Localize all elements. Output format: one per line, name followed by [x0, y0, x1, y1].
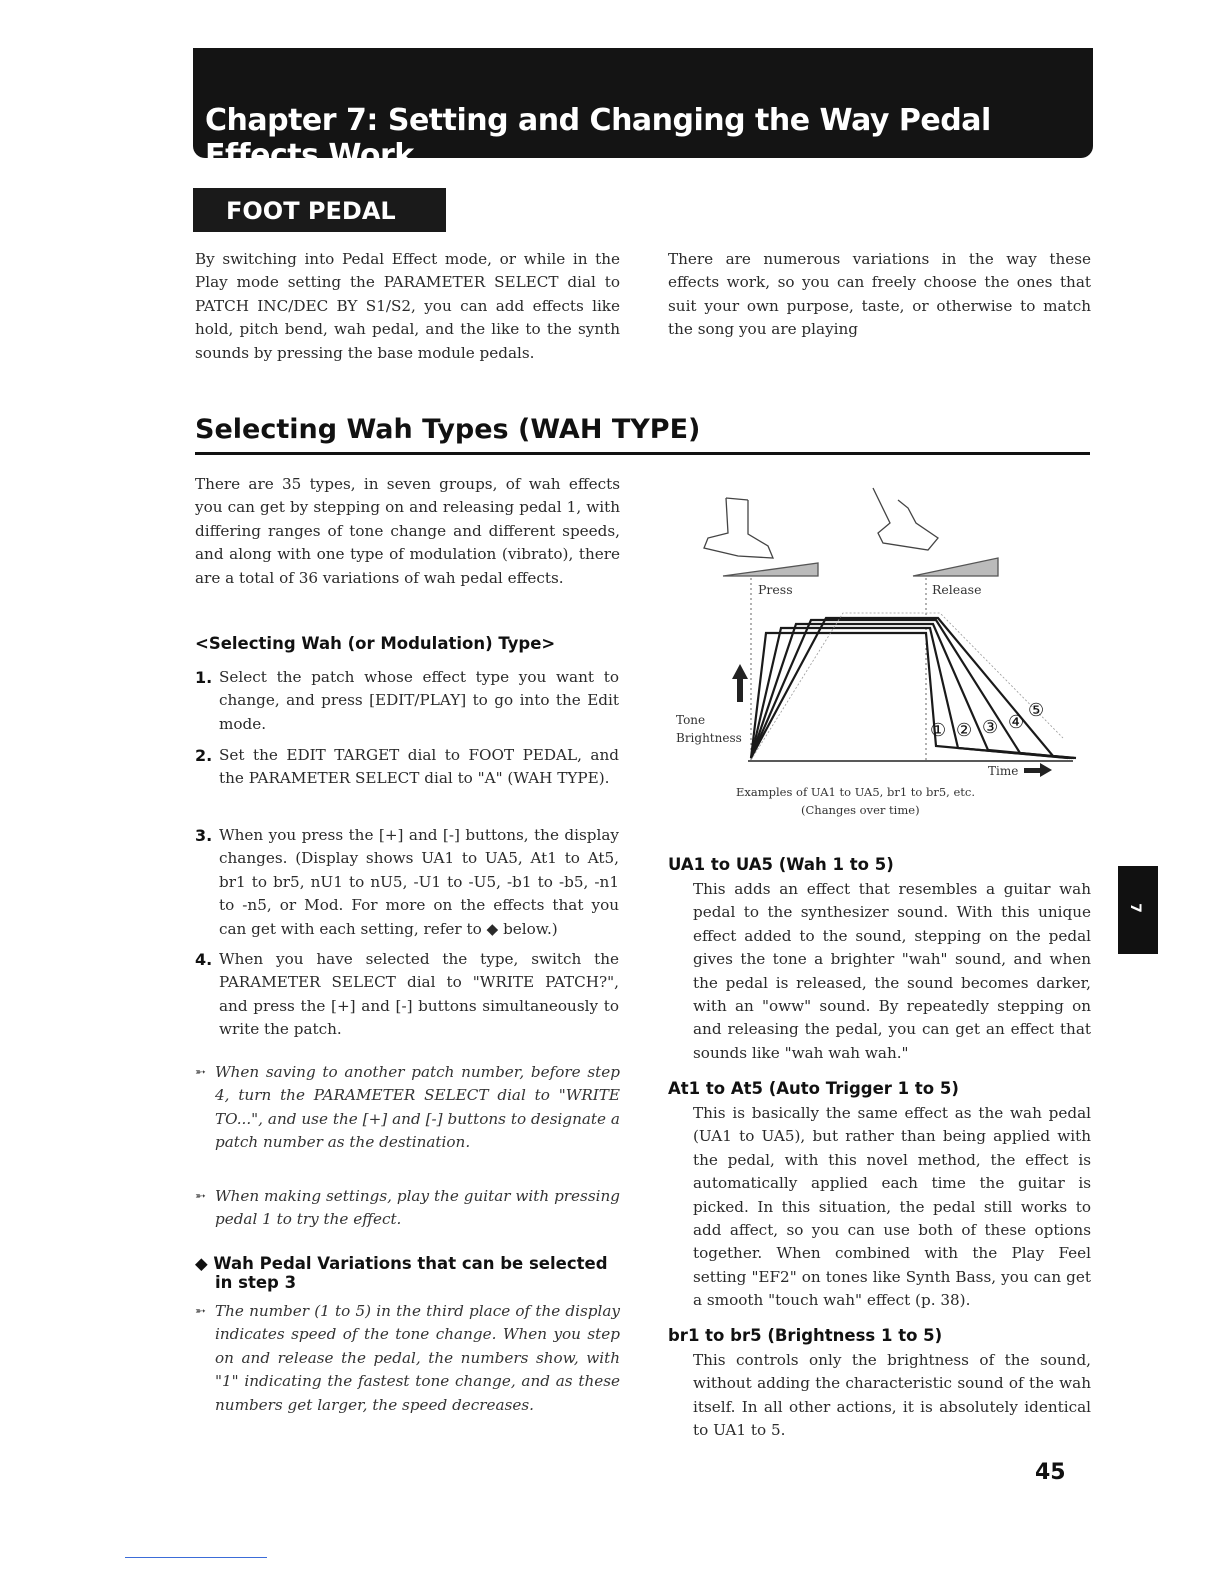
curve-number-5: ⑤	[1028, 700, 1045, 721]
step-text: Select the patch whose effect type you want to change, and press [EDIT/PLAY] to go into the Edit mode.	[219, 668, 619, 733]
x-label-time: Time	[988, 764, 1019, 778]
diagram-caption-2: (Changes over time)	[801, 803, 920, 817]
step-4	[195, 948, 619, 1042]
y-label-brightness: Brightness	[676, 731, 742, 745]
section-tag-label: FOOT PEDAL	[226, 197, 396, 225]
curve-5	[751, 618, 1076, 758]
wah-curves	[751, 618, 1076, 758]
note-text: When saving to another patch number, before step 4, turn the PARAMETER SELECT dial to "WRITE TO...", and use the [+] and [-] buttons to designate a patch number as the destination.	[215, 1063, 620, 1152]
press-label: Press	[758, 582, 793, 597]
at-heading: At1 to At5 (Auto Trigger 1 to 5)	[668, 1079, 959, 1098]
step-3	[195, 824, 619, 941]
note-arrow-icon: ➵	[195, 1189, 206, 1204]
br-text: This controls only the brightness of the sound, without adding the characteristic sound of the wah itself. In all other actions, it is absolutely identical to UA1 to 5.	[693, 1351, 1091, 1440]
ua-text: This adds an effect that resembles a guitar wah pedal to the synthesizer sound. With this unique effect added to the sound, stepping on the pedal gives the tone a brighter "wah" sound, and when the pedal is released, the sound becomes darker, with an "oww" sound. By repeatedly stepping on and releasing the pedal, you can get an effect that sounds like "wah wah wah."	[693, 880, 1091, 1062]
step-number: 2.	[195, 746, 213, 765]
brightness-dotted-curves	[751, 613, 1063, 760]
section-heading: Selecting Wah Types (WAH TYPE)	[195, 414, 701, 445]
note-arrow-icon: ➵	[195, 1304, 206, 1319]
note-text: The number (1 to 5) in the third place of the display indicates speed of the tone change. When you step on and release the pedal, the numbers show, with "1" indicating the fastest tone change, and as these numbers get larger, the speed decreases.	[215, 1302, 620, 1414]
note-text: When making settings, play the guitar with pressing pedal 1 to try the effect.	[215, 1187, 620, 1229]
variations-heading-line-2: in step 3	[215, 1273, 297, 1292]
step-text: Set the EDIT TARGET dial to FOOT PEDAL, and the PARAMETER SELECT dial to "A" (WAH TYPE).	[219, 746, 619, 788]
bottom-underline	[125, 1557, 267, 1558]
up-arrow-icon	[732, 664, 748, 702]
curve-3	[751, 624, 1072, 758]
release-label: Release	[932, 582, 982, 597]
step-number: 4.	[195, 950, 213, 969]
side-tab-label: 7	[1126, 903, 1143, 913]
chapter-side-tab	[1118, 866, 1158, 954]
chapter-banner	[193, 48, 1093, 173]
wah-diagram	[668, 478, 1098, 828]
variations-heading-line-1: ◆ Wah Pedal Variations that can be selected	[195, 1254, 608, 1273]
curve-number-3: ③	[982, 717, 999, 738]
step-1	[195, 666, 619, 736]
variations-note	[195, 1300, 620, 1417]
br-heading: br1 to br5 (Brightness 1 to 5)	[668, 1326, 943, 1345]
step-2	[195, 744, 619, 791]
diagram-caption-1: Examples of UA1 to UA5, br1 to br5, etc.	[736, 785, 976, 799]
ua-heading: UA1 to UA5 (Wah 1 to 5)	[668, 855, 894, 874]
step-text: When you have selected the type, switch the PARAMETER SELECT dial to "WRITE PATCH?", and press the [+] and [-] buttons simultaneously to write the patch.	[219, 950, 619, 1039]
note-1	[195, 1061, 620, 1155]
curve-1	[751, 633, 1068, 758]
note-arrow-icon: ➵	[195, 1065, 206, 1080]
curve-number-2: ②	[956, 720, 973, 741]
variations-heading	[195, 1254, 608, 1292]
foot-press-icon	[704, 498, 818, 576]
procedure-heading: <Selecting Wah (or Modulation) Type>	[195, 634, 556, 653]
intro-right: There are numerous variations in the way these effects work, so you can freely choose the ones that suit your own purpose, taste, or otherwise to match the song you are playing	[668, 250, 1091, 339]
step-text: When you press the [+] and [-] buttons, the display changes. (Display shows UA1 to UA5, At1 to At5, br1 to br5, nU1 to nU5, -U1 to -U5, -b1 to -b5, -n1 to -n5, or Mod. For more on the effects that you can get with each setting, refer to ◆ below.)	[219, 826, 619, 938]
right-arrow-icon	[1024, 763, 1052, 777]
curve-number-1: ①	[930, 720, 947, 741]
step-number: 1.	[195, 668, 213, 687]
at-text: This is basically the same effect as the wah pedal (UA1 to UA5), but rather than being applied with the pedal, with this novel method, the effect is automatically applied each time the guitar is picked. In this situation, the pedal still works to add affect, so you can use both of these options together. When combined with the Play Feel setting "EF2" on tones like Synth Bass, you can get a smooth "touch wah" effect (p. 38).	[693, 1104, 1091, 1310]
note-2	[195, 1185, 620, 1232]
step-number: 3.	[195, 826, 213, 845]
chapter-title: Chapter 7: Setting and Changing the Way Pedal Effects Work	[205, 103, 991, 173]
wah-intro: There are 35 types, in seven groups, of wah effects you can get by stepping on and releasing pedal 1, with differing ranges of tone change and different speeds, and along with one type of modulation (vibrato), there are a total of 36 variations of wah pedal effects.	[195, 475, 620, 587]
curve-number-4: ④	[1008, 712, 1025, 733]
page-number: 45	[1035, 1460, 1066, 1485]
intro-left: By switching into Pedal Effect mode, or while in the Play mode setting the PARAMETER SELECT dial to PATCH INC/DEC BY S1/S2, you can add effects like hold, pitch bend, wah pedal, and the like to the synth sounds by pressing the base module pedals.	[195, 250, 620, 362]
y-label-tone: Tone	[676, 713, 706, 727]
heading-rule	[195, 452, 1090, 455]
curve-4	[751, 620, 1074, 758]
section-tag	[193, 188, 446, 232]
foot-release-icon	[873, 488, 998, 576]
